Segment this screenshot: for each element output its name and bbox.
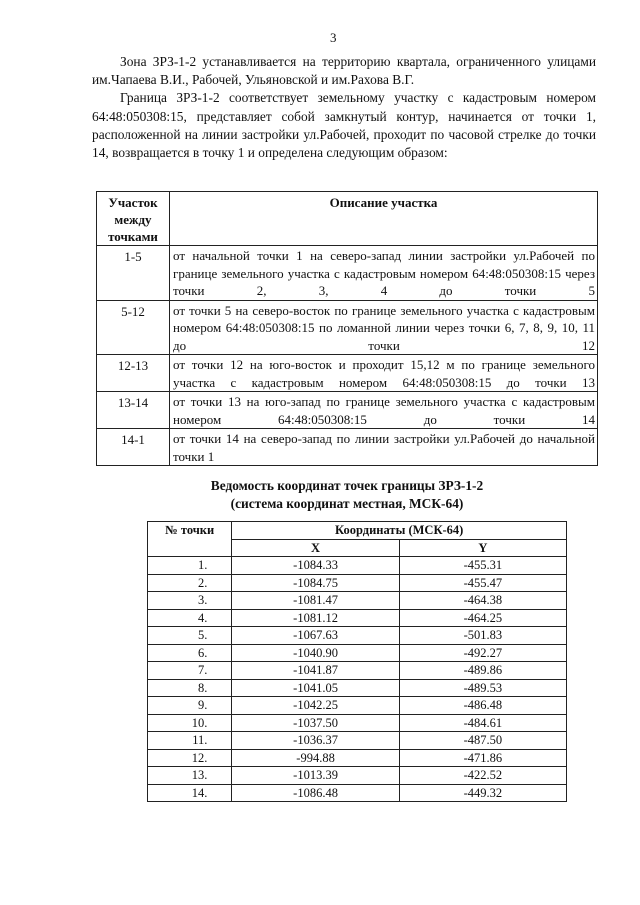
y-coordinate-cell: -492.27 — [399, 644, 566, 662]
table-row — [97, 300, 598, 355]
table-row — [148, 784, 567, 802]
table-row — [148, 609, 567, 627]
y-coordinate-cell: -471.86 — [399, 749, 566, 767]
x-coordinate-cell: -1041.87 — [232, 662, 399, 680]
y-coordinate-cell: -489.53 — [399, 679, 566, 697]
x-coordinate-cell: -1084.75 — [232, 574, 399, 592]
point-number-cell: 12. — [148, 749, 232, 767]
segments-table — [96, 191, 598, 466]
segment-cell: 12-13 — [97, 355, 170, 392]
table-row — [97, 392, 598, 429]
table-row — [148, 644, 567, 662]
y-coordinate-cell: -501.83 — [399, 627, 566, 645]
point-number-cell: 5. — [148, 627, 232, 645]
table-row — [148, 679, 567, 697]
x-header: X — [232, 539, 399, 557]
y-coordinate-cell: -464.38 — [399, 592, 566, 610]
segment-column-header: Участок между точками — [97, 192, 170, 246]
x-coordinate-cell: -1042.25 — [232, 697, 399, 715]
point-number-cell: 7. — [148, 662, 232, 680]
table-row — [148, 662, 567, 680]
description-cell: от точки 12 на юго-восток и проходит 15,12 м по границе земельного участка с кадастровым номером 64:48:050308:15 до точки 13 — [170, 355, 598, 392]
intro-paragraph-2: Граница ЗРЗ-1-2 соответствует земельному участку с кадастровым номером 64:48:050308:15, представляет собой замкнутый контур, начинается от точки 1, расположенной на линии застройки ул.Рабочей, проходит по часовой стрелке до точки 14, возвращается в точку 1 и определена следующим образом: — [92, 90, 596, 161]
coords-title — [96, 477, 598, 513]
x-coordinate-cell: -1081.47 — [232, 592, 399, 610]
coords-header: Координаты (МСК-64) — [232, 522, 567, 540]
page-number: 3 — [330, 30, 337, 45]
table-row — [148, 574, 567, 592]
y-coordinate-cell: -422.52 — [399, 767, 566, 785]
point-number-header: № точки — [148, 522, 232, 557]
y-coordinate-cell: -455.31 — [399, 557, 566, 575]
segment-cell: 5-12 — [97, 300, 170, 355]
x-coordinate-cell: -1084.33 — [232, 557, 399, 575]
point-number-cell: 4. — [148, 609, 232, 627]
table-row — [148, 627, 567, 645]
coords-title-line-1: Ведомость координат точек границы ЗРЗ-1-2 — [210, 478, 484, 493]
table-row — [148, 749, 567, 767]
point-number-cell: 2. — [148, 574, 232, 592]
table-row — [148, 767, 567, 785]
description-cell: от точки 13 на юго-запад по границе земельного участка с кадастровым номером 64:48:050308:15 до точки 14 — [170, 392, 598, 429]
x-coordinate-cell: -1013.39 — [232, 767, 399, 785]
point-number-cell: 13. — [148, 767, 232, 785]
point-number-cell: 14. — [148, 784, 232, 802]
y-coordinate-cell: -487.50 — [399, 732, 566, 750]
description-cell: от точки 5 на северо-восток по границе земельного участка с кадастровым номером 64:48:050308:15 по ломанной линии через точки 6, 7, 8, 9, 10, 11 до точки 12 — [170, 300, 598, 355]
segment-cell: 13-14 — [97, 392, 170, 429]
table-row — [148, 697, 567, 715]
description-cell: от точки 14 на северо-запад по линии застройки ул.Рабочей до начальной точки 1 — [170, 429, 598, 466]
description-cell: от начальной точки 1 на северо-запад линии застройки ул.Рабочей по границе земельного участка с кадастровым номером 64:48:050308:15 через точки 2, 3, 4 до точки 5 — [170, 246, 598, 301]
table-row — [148, 714, 567, 732]
point-number-cell: 6. — [148, 644, 232, 662]
x-coordinate-cell: -1086.48 — [232, 784, 399, 802]
segment-cell: 14-1 — [97, 429, 170, 466]
point-number-cell: 8. — [148, 679, 232, 697]
table-row — [148, 732, 567, 750]
y-header: Y — [399, 539, 566, 557]
point-number-cell: 9. — [148, 697, 232, 715]
y-coordinate-cell: -489.86 — [399, 662, 566, 680]
coords-title-line-2: (система координат местная, МСК-64) — [230, 496, 464, 511]
coords-table-header — [148, 522, 567, 540]
table-row — [97, 355, 598, 392]
x-coordinate-cell: -1081.12 — [232, 609, 399, 627]
description-column-header: Описание участка — [170, 192, 598, 246]
x-coordinate-cell: -1037.50 — [232, 714, 399, 732]
table-row — [148, 557, 567, 575]
x-coordinate-cell: -1036.37 — [232, 732, 399, 750]
segment-cell: 1-5 — [97, 246, 170, 301]
y-coordinate-cell: -484.61 — [399, 714, 566, 732]
point-number-cell: 11. — [148, 732, 232, 750]
x-coordinate-cell: -994.88 — [232, 749, 399, 767]
table-row — [97, 429, 598, 466]
table-row — [148, 592, 567, 610]
point-number-cell: 1. — [148, 557, 232, 575]
x-coordinate-cell: -1040.90 — [232, 644, 399, 662]
y-coordinate-cell: -449.32 — [399, 784, 566, 802]
intro-paragraph-1: Зона ЗРЗ-1-2 устанавливается на территорию квартала, ограниченного улицами им.Чапаева В.И., Рабочей, Ульяновской и им.Рахова В.Г. — [92, 54, 596, 88]
point-number-cell: 3. — [148, 592, 232, 610]
coords-table — [147, 521, 567, 802]
table-row — [97, 246, 598, 301]
intro-text — [92, 53, 596, 162]
y-coordinate-cell: -455.47 — [399, 574, 566, 592]
x-coordinate-cell: -1041.05 — [232, 679, 399, 697]
segments-table-header — [97, 192, 598, 246]
y-coordinate-cell: -486.48 — [399, 697, 566, 715]
point-number-cell: 10. — [148, 714, 232, 732]
x-coordinate-cell: -1067.63 — [232, 627, 399, 645]
y-coordinate-cell: -464.25 — [399, 609, 566, 627]
